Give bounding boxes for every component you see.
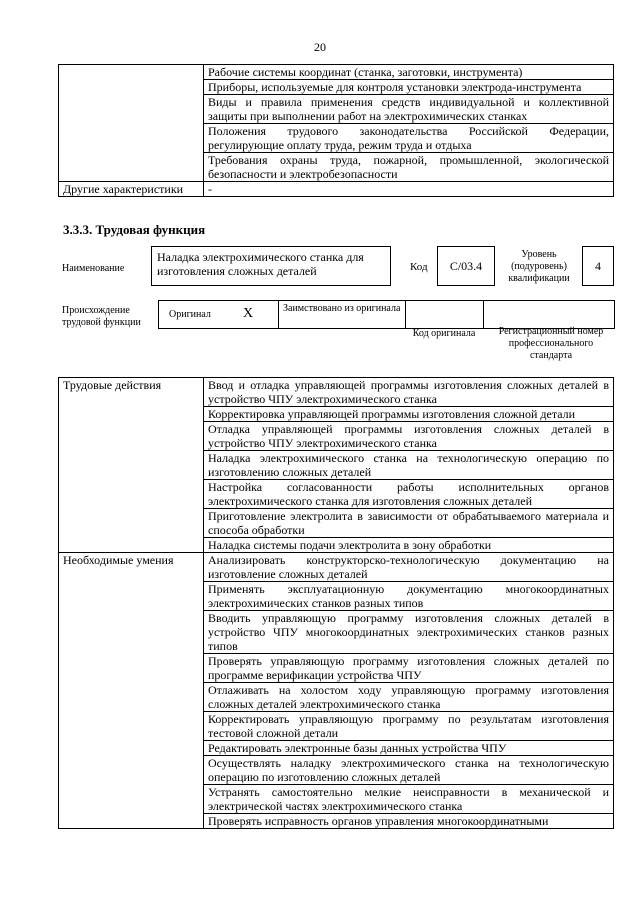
table-cell: Требования охраны труда, пожарной, промышленной, экологической безопасности и электробезопасности <box>204 153 614 182</box>
knowledge-table <box>58 64 614 197</box>
table-row <box>59 378 614 407</box>
table-cell: Редактировать электронные базы данных устройства ЧПУ <box>204 741 614 756</box>
table-cell: Ввод и отладка управляющей программы изготовления сложных деталей в устройство ЧПУ электрохимического станка <box>204 378 614 407</box>
original-label: Оригинал <box>169 309 211 320</box>
code-original-caption: Код оригинала <box>412 328 476 339</box>
table-cell: Отладка управляющей программы изготовления сложных деталей в устройство ЧПУ электрохимического станка <box>204 422 614 451</box>
code-box: C/03.4 <box>437 246 495 286</box>
table-cell: Наладка системы подачи электролита в зону обработки <box>204 538 614 553</box>
level-label: Уровень (подуровень) квалификации <box>508 249 570 284</box>
function-name-box: Наладка электрохимического станка для изготовления сложных деталей <box>151 246 391 286</box>
row-label-cell: Другие характеристики <box>59 182 204 197</box>
table-cell: Корректировка управляющей программы изготовления сложной детали <box>204 407 614 422</box>
origin-row <box>158 300 615 329</box>
origin-label: Происхождение трудовой функции <box>62 305 141 328</box>
table-cell: Приготовление электролита в зависимости от обрабатываемого материала и способа обработки <box>204 509 614 538</box>
table-cell: Приборы, используемые для контроля установки электрода-инструмента <box>204 80 614 95</box>
table-cell: Наладка электрохимического станка на технологическую операцию по изготовлению сложных деталей <box>204 451 614 480</box>
table-cell: Положения трудового законодательства Российской Федерации, регулирующие оплату труда, режим труда и отдыха <box>204 124 614 153</box>
table-cell: Вводить управляющую программу изготовления сложных деталей в устройство ЧПУ многокоординатных электрохимических станков разных типов <box>204 611 614 654</box>
section-heading: 3.3.3. Трудовая функция <box>63 222 206 237</box>
function-details-table <box>58 377 614 829</box>
table-cell: Проверять исправность органов управления многокоординатными <box>204 814 614 829</box>
divider <box>483 301 484 328</box>
table-cell: Устранять самостоятельно мелкие неисправности в механической и электрической частях электрохимического станка <box>204 785 614 814</box>
table-cell: Анализировать конструкторско-технологическую документацию на изготовление сложных деталей <box>204 553 614 582</box>
page-number: 20 <box>314 40 326 54</box>
table-cell: Настройка согласованности работы исполнительных органов электрохимического станка для изготовления сложных деталей <box>204 480 614 509</box>
borrowed-label: Заимствовано из оригинала <box>283 303 401 314</box>
group-label-cell: Трудовые действия <box>59 378 204 553</box>
group-label-cell: Необходимые умения <box>59 553 204 829</box>
table-cell: - <box>204 182 614 197</box>
name-label: Наименование <box>62 263 125 274</box>
table-cell: Применять эксплуатационную документацию многокоординатных электрохимических станков разных типов <box>204 582 614 611</box>
table-row <box>59 553 614 582</box>
table-cell: Рабочие системы координат (станка, заготовки, инструмента) <box>204 65 614 80</box>
table-cell: Корректировать управляющую программу по результатам изготовления тестовой сложной детали <box>204 712 614 741</box>
table-cell: Проверять управляющую программу изготовления сложных деталей по программе верификации устройства ЧПУ <box>204 654 614 683</box>
table-cell: Виды и правила применения средств индивидуальной и коллективной защиты при выполнении работ на электрохимических станках <box>204 95 614 124</box>
original-mark: X <box>243 306 254 321</box>
row-label-cell <box>59 65 204 182</box>
divider <box>405 301 406 328</box>
registration-caption: Регистрационный номер профессионального стандарта <box>498 326 604 361</box>
code-label: Код <box>410 261 428 273</box>
table-row <box>59 182 614 197</box>
table-row <box>59 65 614 80</box>
level-box: 4 <box>582 246 614 286</box>
table-cell: Отлаживать на холостом ходу управляющую программу изготовления сложных деталей электрохимического станка <box>204 683 614 712</box>
table-cell: Осуществлять наладку электрохимического станка на технологическую операцию по изготовлению сложных деталей <box>204 756 614 785</box>
divider <box>278 301 279 328</box>
